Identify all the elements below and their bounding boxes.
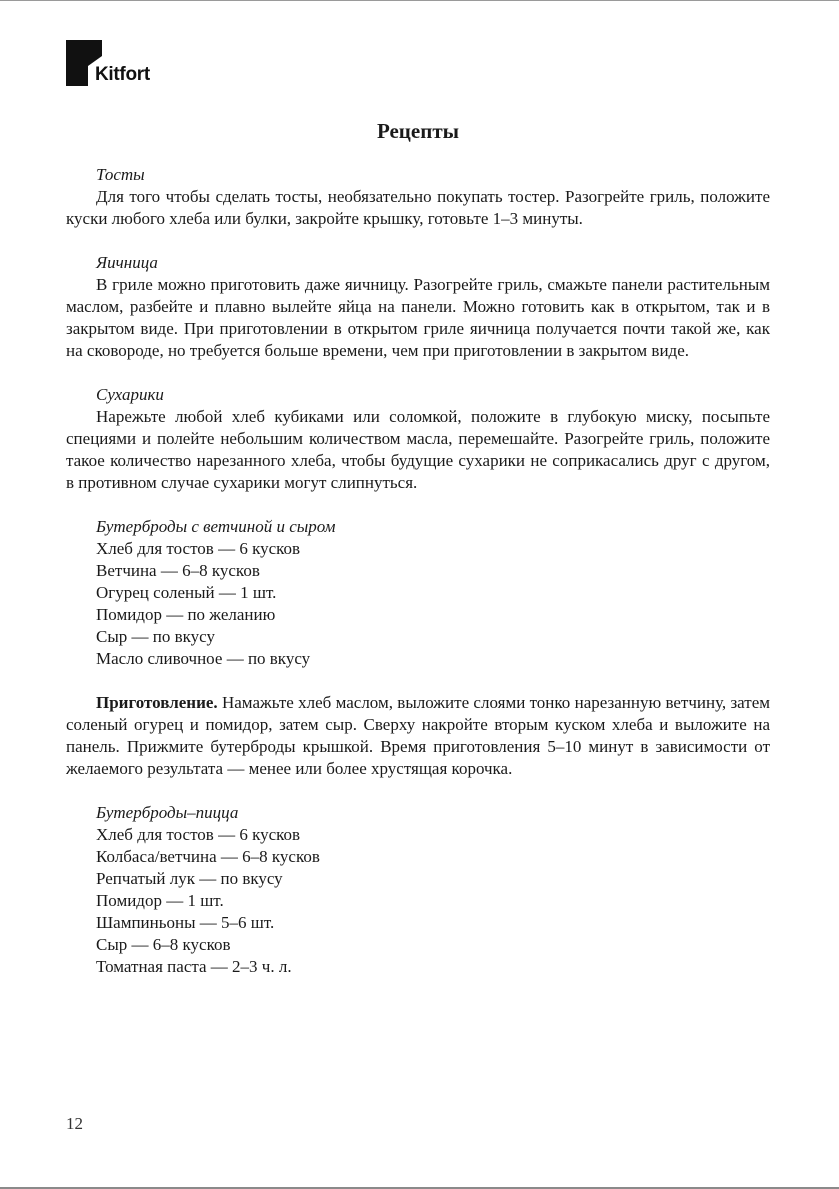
recipes-content [66, 164, 770, 1000]
ingredient-item: Ветчина — 6–8 кусков [96, 561, 260, 580]
section-title-pizza: Бутерброды–пицца [96, 803, 239, 822]
ingredient-item: Помидор — по желанию [96, 605, 276, 624]
preparation-label: Приготовление. [96, 693, 218, 712]
page-top-border [0, 0, 839, 1]
section-eggs [66, 252, 770, 362]
section-title-ham-cheese: Бутерброды с ветчиной и сыром [96, 517, 336, 536]
section-pizza [66, 802, 770, 978]
ingredients-ham-cheese [66, 538, 770, 670]
kitfort-logo [66, 40, 176, 88]
ingredient-item: Репчатый лук — по вкусу [96, 869, 283, 888]
logo-brand-text: Kitfort [95, 64, 150, 85]
ingredient-item: Хлеб для тостов — 6 кусков [96, 539, 301, 558]
ingredient-item: Сыр — 6–8 кусков [96, 935, 231, 954]
section-ham-cheese-prep [66, 692, 770, 780]
ingredient-item: Томатная паста — 2–3 ч. л. [96, 957, 292, 976]
paragraph-croutons: Нарежьте любой хлеб кубиками или соломкой, положите в глубокую миску, посыпьте специями и полейте небольшим количеством масла, перемешайте. Разогрейте гриль, положите такое количество нарезанного хлеба, чтобы будущие сухарики не соприкасались друг с другом, в противном случае сухарики могут слипнуться. [66, 407, 770, 492]
ingredient-item: Масло сливочное — по вкусу [96, 649, 311, 668]
paragraph-toasts: Для того чтобы сделать тосты, необязательно покупать тостер. Разогрейте гриль, положите куски любого хлеба или булки, закройте крышку, готовьте 1–3 минуты. [66, 187, 770, 228]
page-title: Рецепты [376, 119, 460, 143]
section-title-croutons: Сухарики [96, 385, 164, 404]
section-title-toasts: Тосты [96, 165, 145, 184]
ingredient-item: Сыр — по вкусу [96, 627, 215, 646]
section-title-eggs: Яичница [96, 253, 158, 272]
ingredient-item: Шампиньоны — 5–6 шт. [96, 913, 275, 932]
ingredient-item: Колбаса/ветчина — 6–8 кусков [96, 847, 320, 866]
preparation-text: Намажьте хлеб маслом, выложите слоями тонко нарезанную ветчину, затем соленый огурец и помидор, затем сыр. Сверху накройте вторым куском хлеба и выложите на панель. Прижмите бутерброды крышкой. Время приготовления 5–10 минут в зависимости от желаемого результата — менее или более хрустящая корочка. [66, 693, 770, 778]
section-toasts [66, 164, 770, 230]
ingredient-item: Хлеб для тостов — 6 кусков [96, 825, 301, 844]
paragraph-preparation [66, 692, 770, 780]
section-croutons [66, 384, 770, 494]
paragraph-eggs: В гриле можно приготовить даже яичницу. Разогрейте гриль, смажьте панели растительным маслом, разбейте и плавно вылейте яйца на панели. Можно готовить как в открытом, так и в закрытом виде. При приготовлении в открытом гриле яичница получается почти такой же, как на сковороде, но требуется больше времени, чем при приготовлении в закрытом виде. [66, 275, 770, 360]
ingredient-item: Помидор — 1 шт. [96, 891, 224, 910]
ingredients-pizza [66, 824, 770, 978]
ingredient-item: Огурец соленый — 1 шт. [96, 583, 277, 602]
page-number: 12 [66, 1114, 83, 1133]
section-ham-cheese [66, 516, 770, 670]
